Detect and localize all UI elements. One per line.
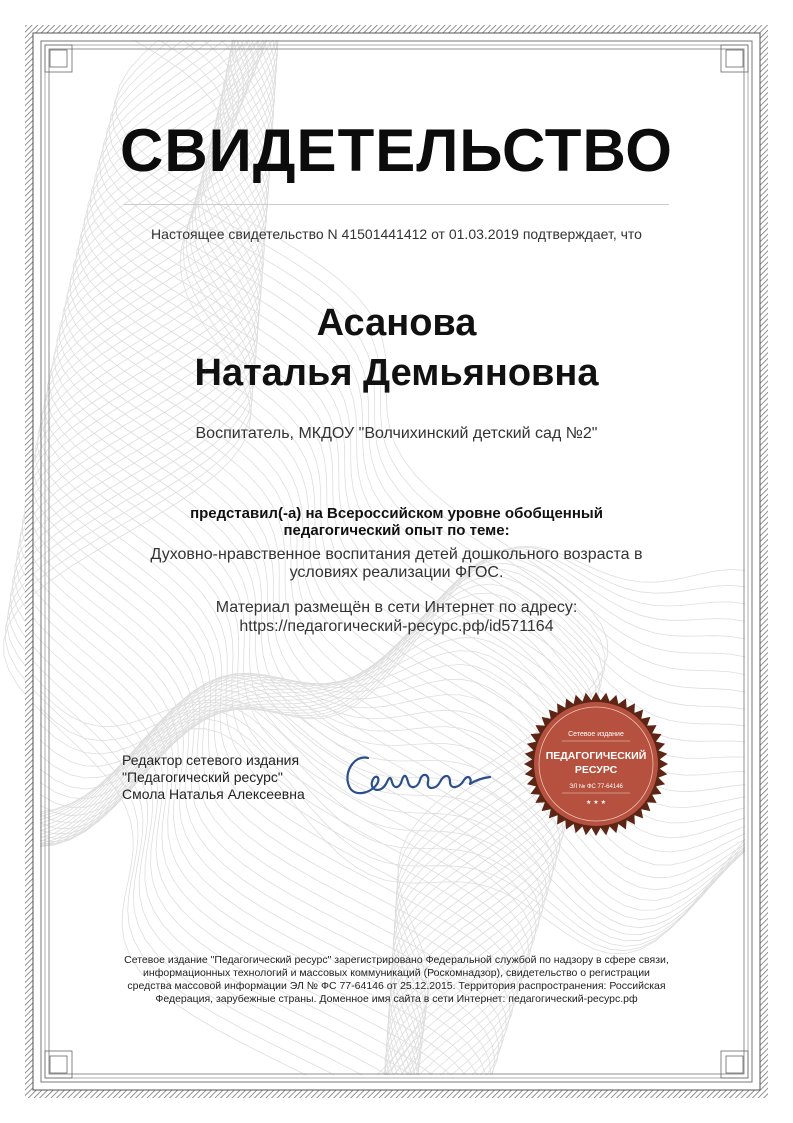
title-divider bbox=[124, 204, 669, 205]
editor-role: Редактор сетевого издания bbox=[122, 752, 300, 768]
recipient-position: Воспитатель, МКДОУ "Волчихинский детский сад №2" bbox=[195, 425, 598, 442]
recipient-surname: Асанова bbox=[316, 302, 477, 344]
seal-registration: ЭЛ № ФС 77-64146 bbox=[569, 784, 623, 790]
registration-footer: Сетевое издание "Педагогический ресурс" зарегистрировано Федеральной службой по надзору в сфере связи, информационных технологий и массовых коммуникаций (Роскомнадзор), свидетельство о регистрации средства массовой информации ЭЛ № ФС 77-64146 от 25.12.2015. Территория распространения: Российская Федерация, зарубежные страны. Доменное имя сайта в сети Интернет: педагогический-ресурс.рф bbox=[124, 954, 669, 1005]
material-label: Материал размещён в сети Интернет по адресу: bbox=[215, 599, 578, 616]
material-location bbox=[130, 598, 663, 636]
seal-main-line1: ПЕДАГОГИЧЕСКИЙ bbox=[545, 750, 647, 762]
publisher-seal bbox=[522, 690, 670, 838]
certificate-intro: Настоящее свидетельство N 41501441412 от 01.03.2019 подтверждает, что bbox=[151, 226, 642, 242]
seal-top-text: Сетевое издание bbox=[568, 731, 624, 738]
editor-block bbox=[122, 752, 305, 803]
presented-statement: представил(-а) на Всероссийском уровне обобщенный педагогический опыт по теме: bbox=[190, 505, 603, 539]
editor-signature-icon bbox=[340, 744, 500, 804]
seal-stars: ★ ★ ★ bbox=[586, 799, 606, 806]
recipient-given-names: Наталья Демьяновна bbox=[194, 352, 599, 394]
editor-name: Смола Наталья Алексеевна bbox=[122, 786, 305, 802]
recipient-name bbox=[0, 298, 793, 398]
certificate-title: СВИДЕТЕЛЬСТВО bbox=[120, 117, 673, 184]
editor-publication: "Педагогический ресурс" bbox=[122, 769, 283, 785]
seal-main-line2: РЕСУРС bbox=[574, 764, 618, 776]
material-url-link[interactable]: https://педагогический-ресурс.рф/id571164 bbox=[239, 618, 554, 635]
topic-text: Духовно-нравственное воспитания детей дошкольного возраста в условиях реализации ФГОС. bbox=[150, 546, 643, 581]
